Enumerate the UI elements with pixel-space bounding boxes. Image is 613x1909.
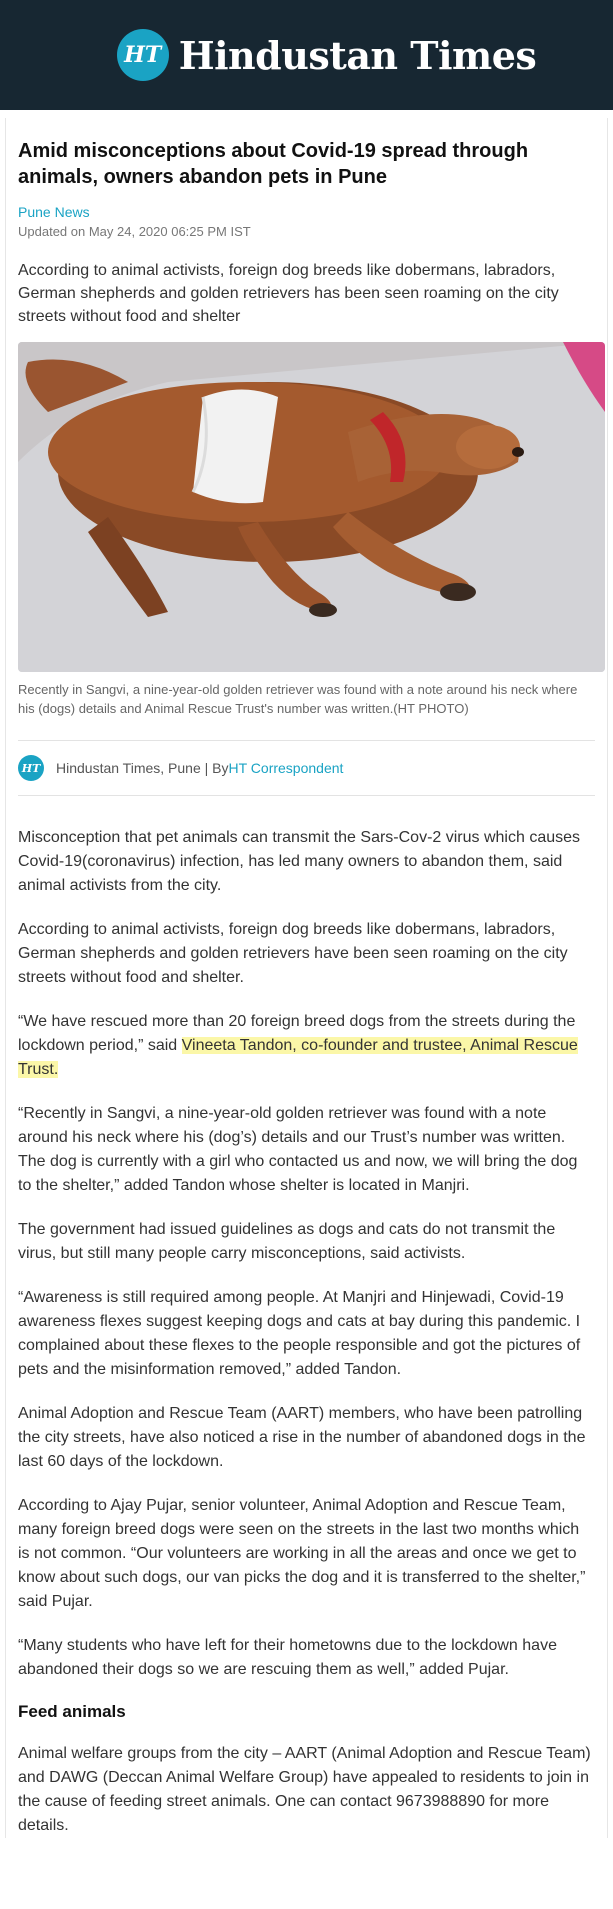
- site-name: Hindustan Times: [178, 32, 537, 78]
- byline-author-link[interactable]: HT Correspondent: [228, 760, 344, 776]
- golden-retriever-photo: [18, 342, 605, 672]
- article-headline: Amid misconceptions about Covid-19 spread through animals, owners abandon pets in Pune: [18, 140, 529, 188]
- site-brand[interactable]: [117, 29, 537, 81]
- paragraph: “Awareness is still required among people. At Manjri and Hinjewadi, Covid-19 awareness flexes suggest keeping dogs and cats at bay during this pandemic. I complained about these flexes to the people responsible and got the pictures of pets and the misinformation removed,” added Tandon.: [18, 1289, 581, 1378]
- ht-logo-icon: HT: [117, 29, 169, 81]
- quote-text: “We have rescued more than 20 foreign breed dogs from the streets during the lockdown period,” said: [18, 1013, 576, 1054]
- updated-timestamp: Updated on May 24, 2020 06:25 PM IST: [18, 224, 251, 239]
- paragraph: “Many students who have left for their hometowns due to the lockdown have abandoned their dogs so we are rescuing them as well,” added Pujar.: [18, 1637, 557, 1678]
- photo-caption: Recently in Sangvi, a nine-year-old golden retriever was found with a note around his neck where his (dogs) details and Animal Rescue Trust's number was written.(HT PHOTO): [18, 682, 578, 716]
- site-header: [0, 0, 613, 110]
- article: [5, 118, 608, 1838]
- paragraph: The government had issued guidelines as dogs and cats do not transmit the virus, but still many people carry misconceptions, said activists.: [18, 1221, 556, 1262]
- paragraph: According to Ajay Pujar, senior volunteer, Animal Adoption and Rescue Team, many foreign breed dogs were seen on the streets in the last two months which is not common. “Our volunteers are working in all the areas and once we get to know about such dogs, our van picks the dog and it is transferred to the shelter,” said Pujar.: [18, 1497, 586, 1610]
- subheading: Feed animals: [18, 1702, 126, 1721]
- highlighted-attribution: Vineeta Tandon, co-founder and trustee, Animal Rescue Trust.: [18, 1037, 578, 1078]
- paragraph: Misconception that pet animals can transmit the Sars-Cov-2 virus which causes Covid-19(coronavirus) infection, has led many owners to abandon them, said animal activists from the city.: [18, 829, 581, 894]
- paragraph: Animal welfare groups from the city – AART (Animal Adoption and Rescue Team) and DAWG (Deccan Animal Welfare Group) have appealed to residents to join in the cause of feeding street animals. One can contact 9673988890 for more details.: [18, 1745, 591, 1834]
- paragraph: [18, 1010, 595, 1082]
- article-summary: According to animal activists, foreign dog breeds like dobermans, labradors, German shepherds and golden retrievers has been seen roaming on the city streets without food and shelter: [18, 262, 559, 325]
- byline: [18, 740, 595, 796]
- paragraph: According to animal activists, foreign dog breeds like dobermans, labradors, German shepherds and golden retrievers have been seen roaming on the city streets without food and shelter.: [18, 921, 568, 986]
- paragraph: “Recently in Sangvi, a nine-year-old golden retriever was found with a note around his neck where his (dog’s) details and our Trust’s number was written. The dog is currently with a girl who contacted us and now, we will bring the dog to the shelter,” added Tandon whose shelter is located in Manjri.: [18, 1105, 578, 1194]
- article-photo: [18, 342, 605, 672]
- section-link[interactable]: Pune News: [18, 204, 90, 220]
- byline-prefix: Hindustan Times, Pune | By: [56, 760, 229, 776]
- article-body: [18, 826, 595, 1838]
- paragraph: Animal Adoption and Rescue Team (AART) members, who have been patrolling the city streets, have also noticed a rise in the number of abandoned dogs in the last 60 days of the lockdown.: [18, 1405, 586, 1470]
- ht-small-logo-icon: HT: [18, 755, 44, 781]
